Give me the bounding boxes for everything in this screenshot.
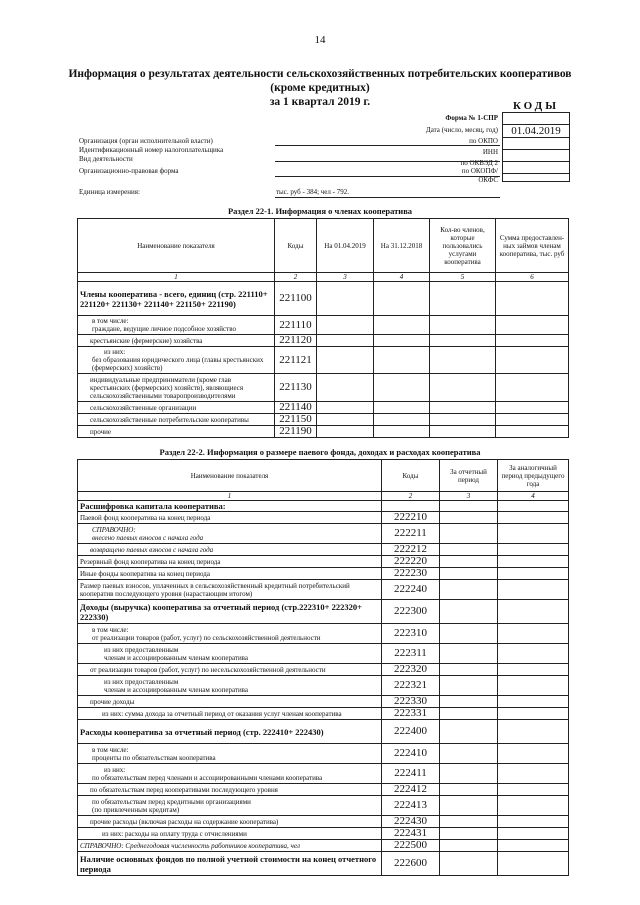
row-label — [78, 624, 382, 644]
value-cell — [440, 676, 498, 696]
value-cell — [498, 568, 569, 580]
s1-header-codes: Коды — [275, 219, 317, 273]
value-cell — [498, 828, 569, 840]
s1-col-number: 2 — [275, 273, 317, 282]
value-cell — [440, 524, 498, 544]
s1-header-members-served: Кол-во членов, которые пользовались услугами кооператива — [430, 219, 496, 273]
row-label: из них: расходы на оплату труда с отчислениями — [78, 828, 382, 840]
row-label — [78, 644, 382, 664]
value-cell — [498, 624, 569, 644]
row-label — [78, 744, 382, 764]
value-cell — [496, 335, 569, 347]
value-cell — [498, 784, 569, 796]
row-code: 222411 — [382, 764, 440, 784]
legal-form-label: Организационно-правовая форма — [79, 167, 179, 175]
value-cell — [430, 282, 496, 316]
table-row — [78, 544, 569, 556]
codes-heading: КОДЫ — [512, 100, 560, 112]
activity-label: Вид деятельности — [79, 155, 133, 163]
value-cell — [496, 426, 569, 438]
row-label: Паевой фонд кооператива на конец периода — [78, 512, 382, 524]
table-row — [78, 402, 569, 414]
value-cell — [317, 402, 374, 414]
row-label: прочие — [78, 426, 275, 438]
value-cell — [440, 600, 498, 624]
table-row — [78, 828, 569, 840]
row-code: 222210 — [382, 512, 440, 524]
row-code: 222321 — [382, 676, 440, 696]
value-cell — [498, 744, 569, 764]
capital-income-table — [77, 459, 569, 876]
table-row — [78, 524, 569, 544]
row-code: 221150 — [275, 414, 317, 426]
value-cell — [440, 696, 498, 708]
value-cell — [317, 316, 374, 335]
row-label-intro: в том числе: — [92, 317, 129, 325]
s2-col-number: 4 — [498, 492, 569, 501]
row-label: прочие расходы (включая расходы на содержание кооператива) — [78, 816, 382, 828]
value-cell — [440, 816, 498, 828]
org-underline — [275, 145, 500, 146]
value-cell — [440, 744, 498, 764]
row-code: 222212 — [382, 544, 440, 556]
s2-col-number: 3 — [440, 492, 498, 501]
value-cell — [317, 426, 374, 438]
table-row — [78, 568, 569, 580]
value-cell — [374, 335, 430, 347]
okfs-label: ОКФС — [478, 176, 498, 184]
value-cell — [498, 524, 569, 544]
table-row — [78, 282, 569, 316]
table-row — [78, 335, 569, 347]
value-cell — [374, 426, 430, 438]
row-code: 222430 — [382, 816, 440, 828]
value-cell — [317, 282, 374, 316]
table-row — [78, 414, 569, 426]
row-label — [78, 796, 382, 816]
form-number-label: Форма № 1-СПР — [445, 114, 498, 122]
section-2-title: Раздел 22-2. Информация о размере паевого фонда, доходах и расходах кооператива — [159, 447, 481, 457]
value-cell — [498, 644, 569, 664]
row-label-intro: из них предоставленным — [104, 677, 179, 686]
value-cell — [498, 544, 569, 556]
row-code: 221120 — [275, 335, 317, 347]
unit-underline — [275, 197, 500, 198]
date-value: 01.04.2019 — [503, 125, 569, 138]
row-code: 222230 — [382, 568, 440, 580]
row-label: от реализации товаров (работ, услуг) по несельскохозяйственной деятельности — [78, 664, 382, 676]
value-cell — [440, 840, 498, 852]
value-cell — [317, 335, 374, 347]
table-row — [78, 374, 569, 402]
s2-header-name: Наименование показателя — [78, 460, 382, 492]
table-row — [78, 426, 569, 438]
s2-col-number: 1 — [78, 492, 382, 501]
table-row — [78, 784, 569, 796]
s1-header-name: Наименование показателя — [78, 219, 275, 273]
okopf-label: по ОКОПФ/ — [461, 167, 498, 175]
row-code: 221190 — [275, 426, 317, 438]
row-code: 221121 — [275, 347, 317, 374]
legal-form-underline — [275, 176, 500, 177]
s1-col-number: 1 — [78, 273, 275, 282]
value-cell — [374, 316, 430, 335]
row-label-sub: членам и ассоциированным членам кооператива — [104, 685, 249, 694]
okved-cell — [503, 162, 569, 174]
members-table — [77, 218, 569, 438]
value-cell — [498, 816, 569, 828]
table-row — [78, 316, 569, 335]
table-row — [78, 852, 569, 876]
row-code: 221130 — [275, 374, 317, 402]
row-label: прочие доходы — [78, 696, 382, 708]
row-code: 222211 — [382, 524, 440, 544]
s1-header-loans: Сумма предоставлен-ных займов членам кооператива, тыс. руб — [496, 219, 569, 273]
unit-value: тыс. руб - 384; чел - 792. — [276, 188, 349, 196]
value-cell — [498, 720, 569, 744]
row-label: по обязательствам перед кооперативами последующего уровня — [78, 784, 382, 796]
value-cell — [374, 402, 430, 414]
table-row — [78, 512, 569, 524]
value-cell — [374, 374, 430, 402]
row-code: 222330 — [382, 696, 440, 708]
value-cell — [430, 414, 496, 426]
table-row — [78, 696, 569, 708]
row-label — [78, 524, 382, 544]
row-label: крестьянские (фермерские) хозяйства — [78, 335, 275, 347]
value-cell — [440, 580, 498, 600]
s1-col-number: 5 — [430, 273, 496, 282]
value-cell — [430, 402, 496, 414]
s1-header-date-1: На 01.04.2019 — [317, 219, 374, 273]
s1-col-number: 6 — [496, 273, 569, 282]
okpo-label: по ОКПО — [469, 137, 498, 145]
unit-label: Единица измерения: — [79, 188, 140, 196]
value-cell — [430, 426, 496, 438]
row-label: Расходы кооператива за отчетный период (стр. 222410+ 222430) — [78, 720, 382, 744]
row-label-sub: граждане, ведущие личное подсобное хозяйство — [92, 325, 236, 333]
okopf-okfs-cell — [503, 174, 569, 185]
report-title-line-3: за 1 квартал 2019 г. — [269, 96, 371, 108]
row-code: 222500 — [382, 840, 440, 852]
value-cell — [498, 696, 569, 708]
s2-col-number: 2 — [382, 492, 440, 501]
table-row — [78, 664, 569, 676]
value-cell — [496, 282, 569, 316]
row-label-intro: из них: — [104, 765, 126, 774]
value-cell — [440, 644, 498, 664]
okved-label: по ОКВЭД 2 — [460, 159, 498, 167]
row-label-sub: без образования юридического лица (главы крестьянских (фермерских) хозяйств) — [92, 356, 264, 372]
table-row — [78, 624, 569, 644]
row-code: 222431 — [382, 828, 440, 840]
row-code: 222310 — [382, 624, 440, 644]
value-cell — [496, 347, 569, 374]
row-label-sub: проценты по обязательствам кооператива — [92, 753, 216, 762]
row-code: 222413 — [382, 796, 440, 816]
row-label — [78, 676, 382, 696]
row-label-intro: из них предоставленным — [104, 645, 179, 654]
row-code: 222300 — [382, 600, 440, 624]
value-cell — [430, 374, 496, 402]
value-cell — [440, 556, 498, 568]
value-cell — [374, 347, 430, 374]
row-code: 222240 — [382, 580, 440, 600]
row-label: возвращено паевых взносов с начала года — [78, 544, 382, 556]
table-row — [78, 796, 569, 816]
value-cell — [440, 828, 498, 840]
value-cell — [440, 720, 498, 744]
row-label: Члены кооператива - всего, единиц (стр. 221110+ 221120+ 221130+ 221140+ 221150+ 221190) — [78, 282, 275, 316]
value-cell — [440, 512, 498, 524]
row-code: 221140 — [275, 402, 317, 414]
row-code: 222600 — [382, 852, 440, 876]
row-label: Наличие основных фондов по полной учетной стоимости на конец отчетного периода — [78, 852, 382, 876]
value-cell — [430, 335, 496, 347]
date-label: Дата (число, месяц, год) — [425, 126, 498, 134]
value-cell — [440, 852, 498, 876]
codes-box — [502, 112, 570, 182]
row-code: 222331 — [382, 708, 440, 720]
s2-header-codes: Коды — [382, 460, 440, 492]
row-code: 222410 — [382, 744, 440, 764]
value-cell — [498, 676, 569, 696]
value-cell — [498, 556, 569, 568]
row-code: 222400 — [382, 720, 440, 744]
table-row — [78, 744, 569, 764]
inn-cell — [503, 150, 569, 162]
value-cell — [498, 501, 569, 512]
value-cell — [440, 624, 498, 644]
value-cell — [498, 512, 569, 524]
value-cell — [317, 347, 374, 374]
s2-header-previous: За аналогичный период предыдущего года — [498, 460, 569, 492]
org-label: Организация (орган исполнительной власти) — [79, 137, 213, 145]
value-cell — [440, 568, 498, 580]
value-cell — [382, 501, 440, 512]
value-cell — [430, 347, 496, 374]
table-row — [78, 816, 569, 828]
form-code-cell — [503, 113, 569, 125]
row-label — [78, 316, 275, 335]
row-label: из них: сумма дохода за отчетный период от оказания услуг членам кооператива — [78, 708, 382, 720]
value-cell — [374, 282, 430, 316]
value-cell — [440, 544, 498, 556]
value-cell — [498, 852, 569, 876]
row-label — [78, 764, 382, 784]
row-label-sub: членам и ассоциированным членам кооператива — [104, 653, 249, 662]
value-cell — [440, 764, 498, 784]
row-label: СПРАВОЧНО: Среднегодовая численность работников кооператива, чел — [78, 840, 382, 852]
taxpayer-id-label: Идентификационный номер налогоплательщика — [79, 146, 224, 154]
s2-header-current: За отчетный период — [440, 460, 498, 492]
value-cell — [440, 708, 498, 720]
page-number: 14 — [314, 34, 326, 46]
value-cell — [498, 664, 569, 676]
report-title-line-1: Информация о результатах деятельности сельскохозяйственных потребительских кооперативов — [68, 68, 572, 80]
s1-header-date-2: На 31.12.2018 — [374, 219, 430, 273]
value-cell — [440, 796, 498, 816]
table-row — [78, 708, 569, 720]
value-cell — [498, 840, 569, 852]
row-code: 222311 — [382, 644, 440, 664]
value-cell — [496, 414, 569, 426]
row-label: сельскохозяйственные организации — [78, 402, 275, 414]
value-cell — [498, 580, 569, 600]
value-cell — [440, 664, 498, 676]
value-cell — [496, 316, 569, 335]
value-cell — [498, 600, 569, 624]
table-row — [78, 764, 569, 784]
row-label-intro: из них: — [104, 348, 126, 356]
report-title-line-2: (кроме кредитных) — [270, 82, 370, 94]
inn-code-label: ИНН — [482, 148, 498, 156]
value-cell — [430, 316, 496, 335]
s1-col-number: 4 — [374, 273, 430, 282]
row-label: Резервный фонд кооператива на конец периода — [78, 556, 382, 568]
table-row — [78, 600, 569, 624]
row-label-sub: (по привлеченным кредитам) — [92, 805, 180, 814]
row-label-intro: СПРАВОЧНО: — [92, 525, 136, 534]
capital-heading: Расшифровка капитала кооператива: — [78, 501, 382, 512]
row-label-intro: в том числе: — [92, 625, 129, 634]
row-label-intro: в том числе: — [92, 745, 129, 754]
s1-col-number: 3 — [317, 273, 374, 282]
row-label: Иные фонды кооператива на конец периода — [78, 568, 382, 580]
section-1-title: Раздел 22-1. Информация о членах кооператива — [227, 206, 413, 216]
row-label-intro: по обязательствам перед кредитными организациями — [92, 797, 251, 806]
row-label: индивидуальные предприниматели (кроме глав крестьянских (фермерских) хозяйств), являющиеся сельскохозяйственными товаропроизводителями — [78, 374, 275, 402]
table-row — [78, 840, 569, 852]
row-label-sub: внесено паевых взносов с начала года — [92, 533, 204, 542]
row-label: Размер паевых взносов, уплаченных в сельскохозяйственный кредитный потребительский кооператив последующего уровня (нарастающим итогом) — [78, 580, 382, 600]
value-cell — [317, 414, 374, 426]
row-label-sub: по обязательствам перед членами и ассоциированными членами кооператива — [92, 773, 323, 782]
value-cell — [498, 796, 569, 816]
row-label: Доходы (выручка) кооператива за отчетный период (стр.222310+ 222320+ 222330) — [78, 600, 382, 624]
table-row — [78, 347, 569, 374]
row-label: сельскохозяйственные потребительские кооперативы — [78, 414, 275, 426]
table-row — [78, 556, 569, 568]
row-label-sub: от реализации товаров (работ, услуг) по сельскохозяйственной деятельности — [92, 633, 321, 642]
value-cell — [496, 374, 569, 402]
value-cell — [440, 784, 498, 796]
table-row — [78, 580, 569, 600]
okpo-cell — [503, 138, 569, 150]
table-row — [78, 720, 569, 744]
value-cell — [374, 414, 430, 426]
value-cell — [496, 402, 569, 414]
value-cell — [498, 764, 569, 784]
value-cell — [440, 501, 498, 512]
row-code: 221100 — [275, 282, 317, 316]
row-code: 222412 — [382, 784, 440, 796]
value-cell — [317, 374, 374, 402]
activity-underline — [275, 161, 500, 162]
row-code: 222320 — [382, 664, 440, 676]
row-code: 221110 — [275, 316, 317, 335]
table-row — [78, 676, 569, 696]
table-row — [78, 644, 569, 664]
row-code: 222220 — [382, 556, 440, 568]
row-label — [78, 347, 275, 374]
value-cell — [498, 708, 569, 720]
table-row — [78, 501, 569, 512]
